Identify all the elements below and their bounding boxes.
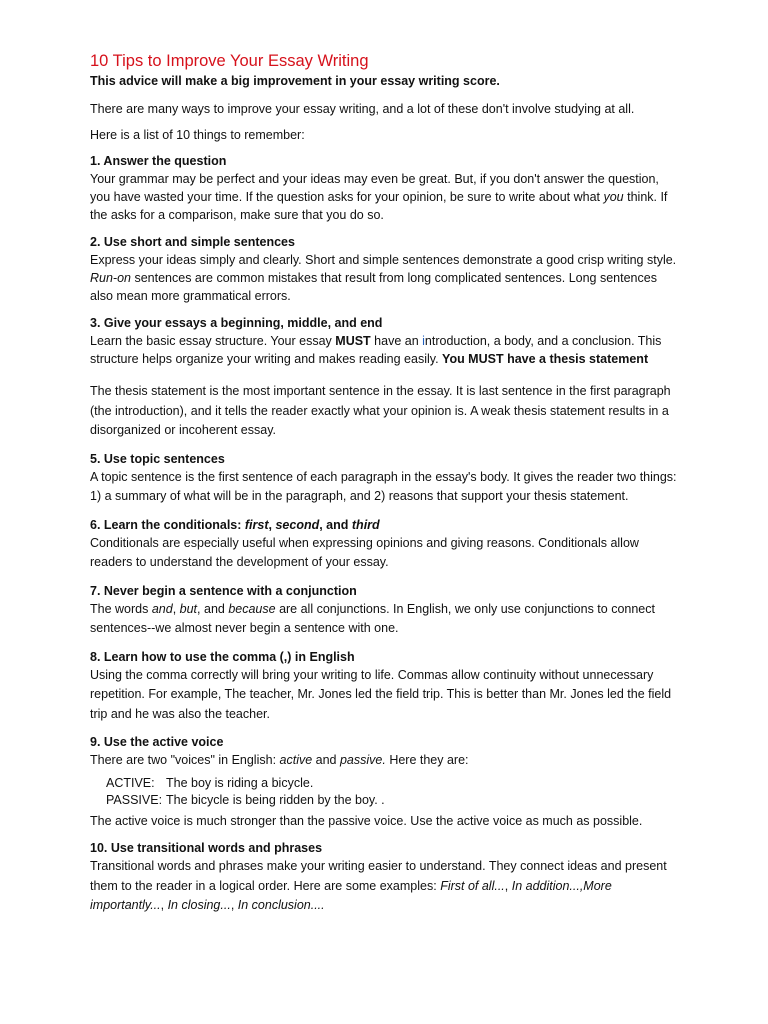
tip-10-sep-3: , [230, 898, 238, 912]
tip-3-letter-i: i [422, 334, 425, 348]
tip-7-heading: 7. Never begin a sentence with a conjunction [90, 583, 357, 598]
tip-7-text-b: are all conjunctions. In English, we only use conjunctions to connect sentences--we almost never begin a sentence with one. [90, 601, 655, 635]
tip-7-text-a: The words [90, 601, 152, 616]
tip-3-text-c: ntroduction, a body, and a conclusion. This structure helps organize your writing and makes reading easily. [90, 334, 662, 366]
tip-1-text-a: Your grammar may be perfect and your ideas may even be great. But, if you don't answer the question, you have wasted your time. If the question asks for your opinion, be sure to write about what [90, 172, 659, 204]
tip-9-active: active [279, 753, 313, 767]
tip-3-thesis-bold: You MUST have a thesis statement [442, 352, 649, 366]
tip-10-heading: 10. Use transitional words and phrases [90, 841, 323, 855]
tip-2-text-b: sentences are common mistakes that result from long complicated sentences. Long sentences also mean more grammatical errors. [90, 271, 657, 303]
tip-6-heading-a: 6. Learn the conditionals: [90, 517, 245, 532]
active-label: ACTIVE: [106, 776, 155, 790]
voice-examples [106, 775, 678, 808]
tip-2-heading: 2. Use short and simple sentences [90, 235, 295, 249]
tip-10-example-1: First of all... [440, 878, 505, 893]
tip-10-sep-1: , [504, 878, 512, 893]
tip-6-first: first [244, 517, 269, 532]
passive-example: The bicycle is being ridden by the boy. . [166, 792, 385, 807]
intro-list-lead: Here is a list of 10 things to remember: [90, 128, 305, 142]
thesis-paragraph: The thesis statement is the most important sentence in the essay. It is last sentence in the first paragraph (the introduction), and it tells the reader exactly what your opinion is. A weak thesis statement results in a disorganized or incoherent essay. [90, 384, 671, 437]
tip-6-second: second [275, 517, 320, 532]
tip-7-word-and: and [151, 601, 173, 616]
tip-9-text-b: Here they are: [385, 753, 469, 767]
document-subtitle: This advice will make a big improvement in your essay writing score. [90, 74, 500, 88]
tip-3-body [90, 332, 678, 368]
tip-2-text-a: Express your ideas simply and clearly. Short and simple sentences demonstrate a good crisp writing style. [90, 253, 677, 267]
tip-1-emphasis: you [603, 190, 624, 204]
tip-3-text-b: have an [370, 334, 423, 348]
tip-9-and: and [312, 753, 340, 767]
tip-6-body: Conditionals are especially useful when expressing opinions and giving reasons. Conditionals allow readers to understand the development of your essay. [90, 535, 639, 569]
tip-10-body [90, 857, 678, 916]
tip-9-body [90, 751, 678, 769]
tip-1-heading: 1. Answer the question [90, 154, 227, 168]
tip-3-text-a: Learn the basic essay structure. Your essay [90, 334, 336, 348]
tip-2-body [90, 251, 678, 305]
tip-3-must: MUST [335, 334, 371, 348]
tip-7-body [90, 600, 678, 639]
intro-paragraph: There are many ways to improve your essay writing, and a lot of these don't involve studying at all. [90, 102, 635, 116]
tip-2-emphasis: Run-on [90, 271, 131, 285]
tip-6-third: third [351, 517, 380, 532]
tip-6-and: , and [319, 517, 352, 532]
tip-10-sep-2: , [160, 898, 168, 912]
active-example-row [106, 775, 678, 792]
tip-7-word-but: but [179, 601, 198, 616]
tip-1-text-b: think. If the asks for a comparison, make sure that you do so. [90, 190, 668, 222]
document-title: 10 Tips to Improve Your Essay Writing [90, 52, 369, 70]
tip-10-example-4: In conclusion.... [237, 898, 325, 912]
tip-10-example-3: In closing... [167, 898, 231, 912]
passive-example-row [106, 792, 678, 809]
tip-7-sep-1: , [172, 601, 180, 616]
tip-5-heading: 5. Use topic sentences [90, 451, 225, 466]
tip-7-word-because: because [228, 601, 276, 616]
tip-10-example-2: In addition...,More importantly... [90, 878, 612, 912]
tip-1-body [90, 170, 678, 224]
active-example: The boy is riding a bicycle. [166, 776, 314, 790]
tip-9-closing: The active voice is much stronger than the passive voice. Use the active voice as much as possible. [90, 814, 643, 828]
passive-label: PASSIVE: [106, 792, 163, 807]
tip-7-sep-2: , and [197, 601, 229, 616]
tip-3-heading: 3. Give your essays a beginning, middle, and end [90, 316, 383, 330]
tip-9-heading: 9. Use the active voice [90, 735, 224, 749]
tip-5-body: A topic sentence is the first sentence of each paragraph in the essay's body. It gives the reader two things: 1) a summary of what will be in the paragraph, and 2) reasons that support your thesis statement. [90, 469, 677, 503]
tip-10-text-a: Transitional words and phrases make your writing easier to understand. They connect ideas and present them to the reader in a logical order. Here are some examples: [90, 859, 667, 893]
tip-8-heading: 8. Learn how to use the comma (,) in English [90, 649, 355, 664]
tip-9-text-a: There are two "voices" in English: [90, 753, 280, 767]
tip-8-body: Using the comma correctly will bring your writing to life. Commas allow continuity without unnecessary repetition. For example, The teacher, Mr. Jones led the field trip. This is better than Mr. Jones led the field trip and he was also the teacher. [90, 667, 672, 721]
tip-6-comma: , [268, 517, 276, 532]
tip-9-passive: passive. [339, 753, 386, 767]
tip-6-heading [90, 516, 678, 534]
